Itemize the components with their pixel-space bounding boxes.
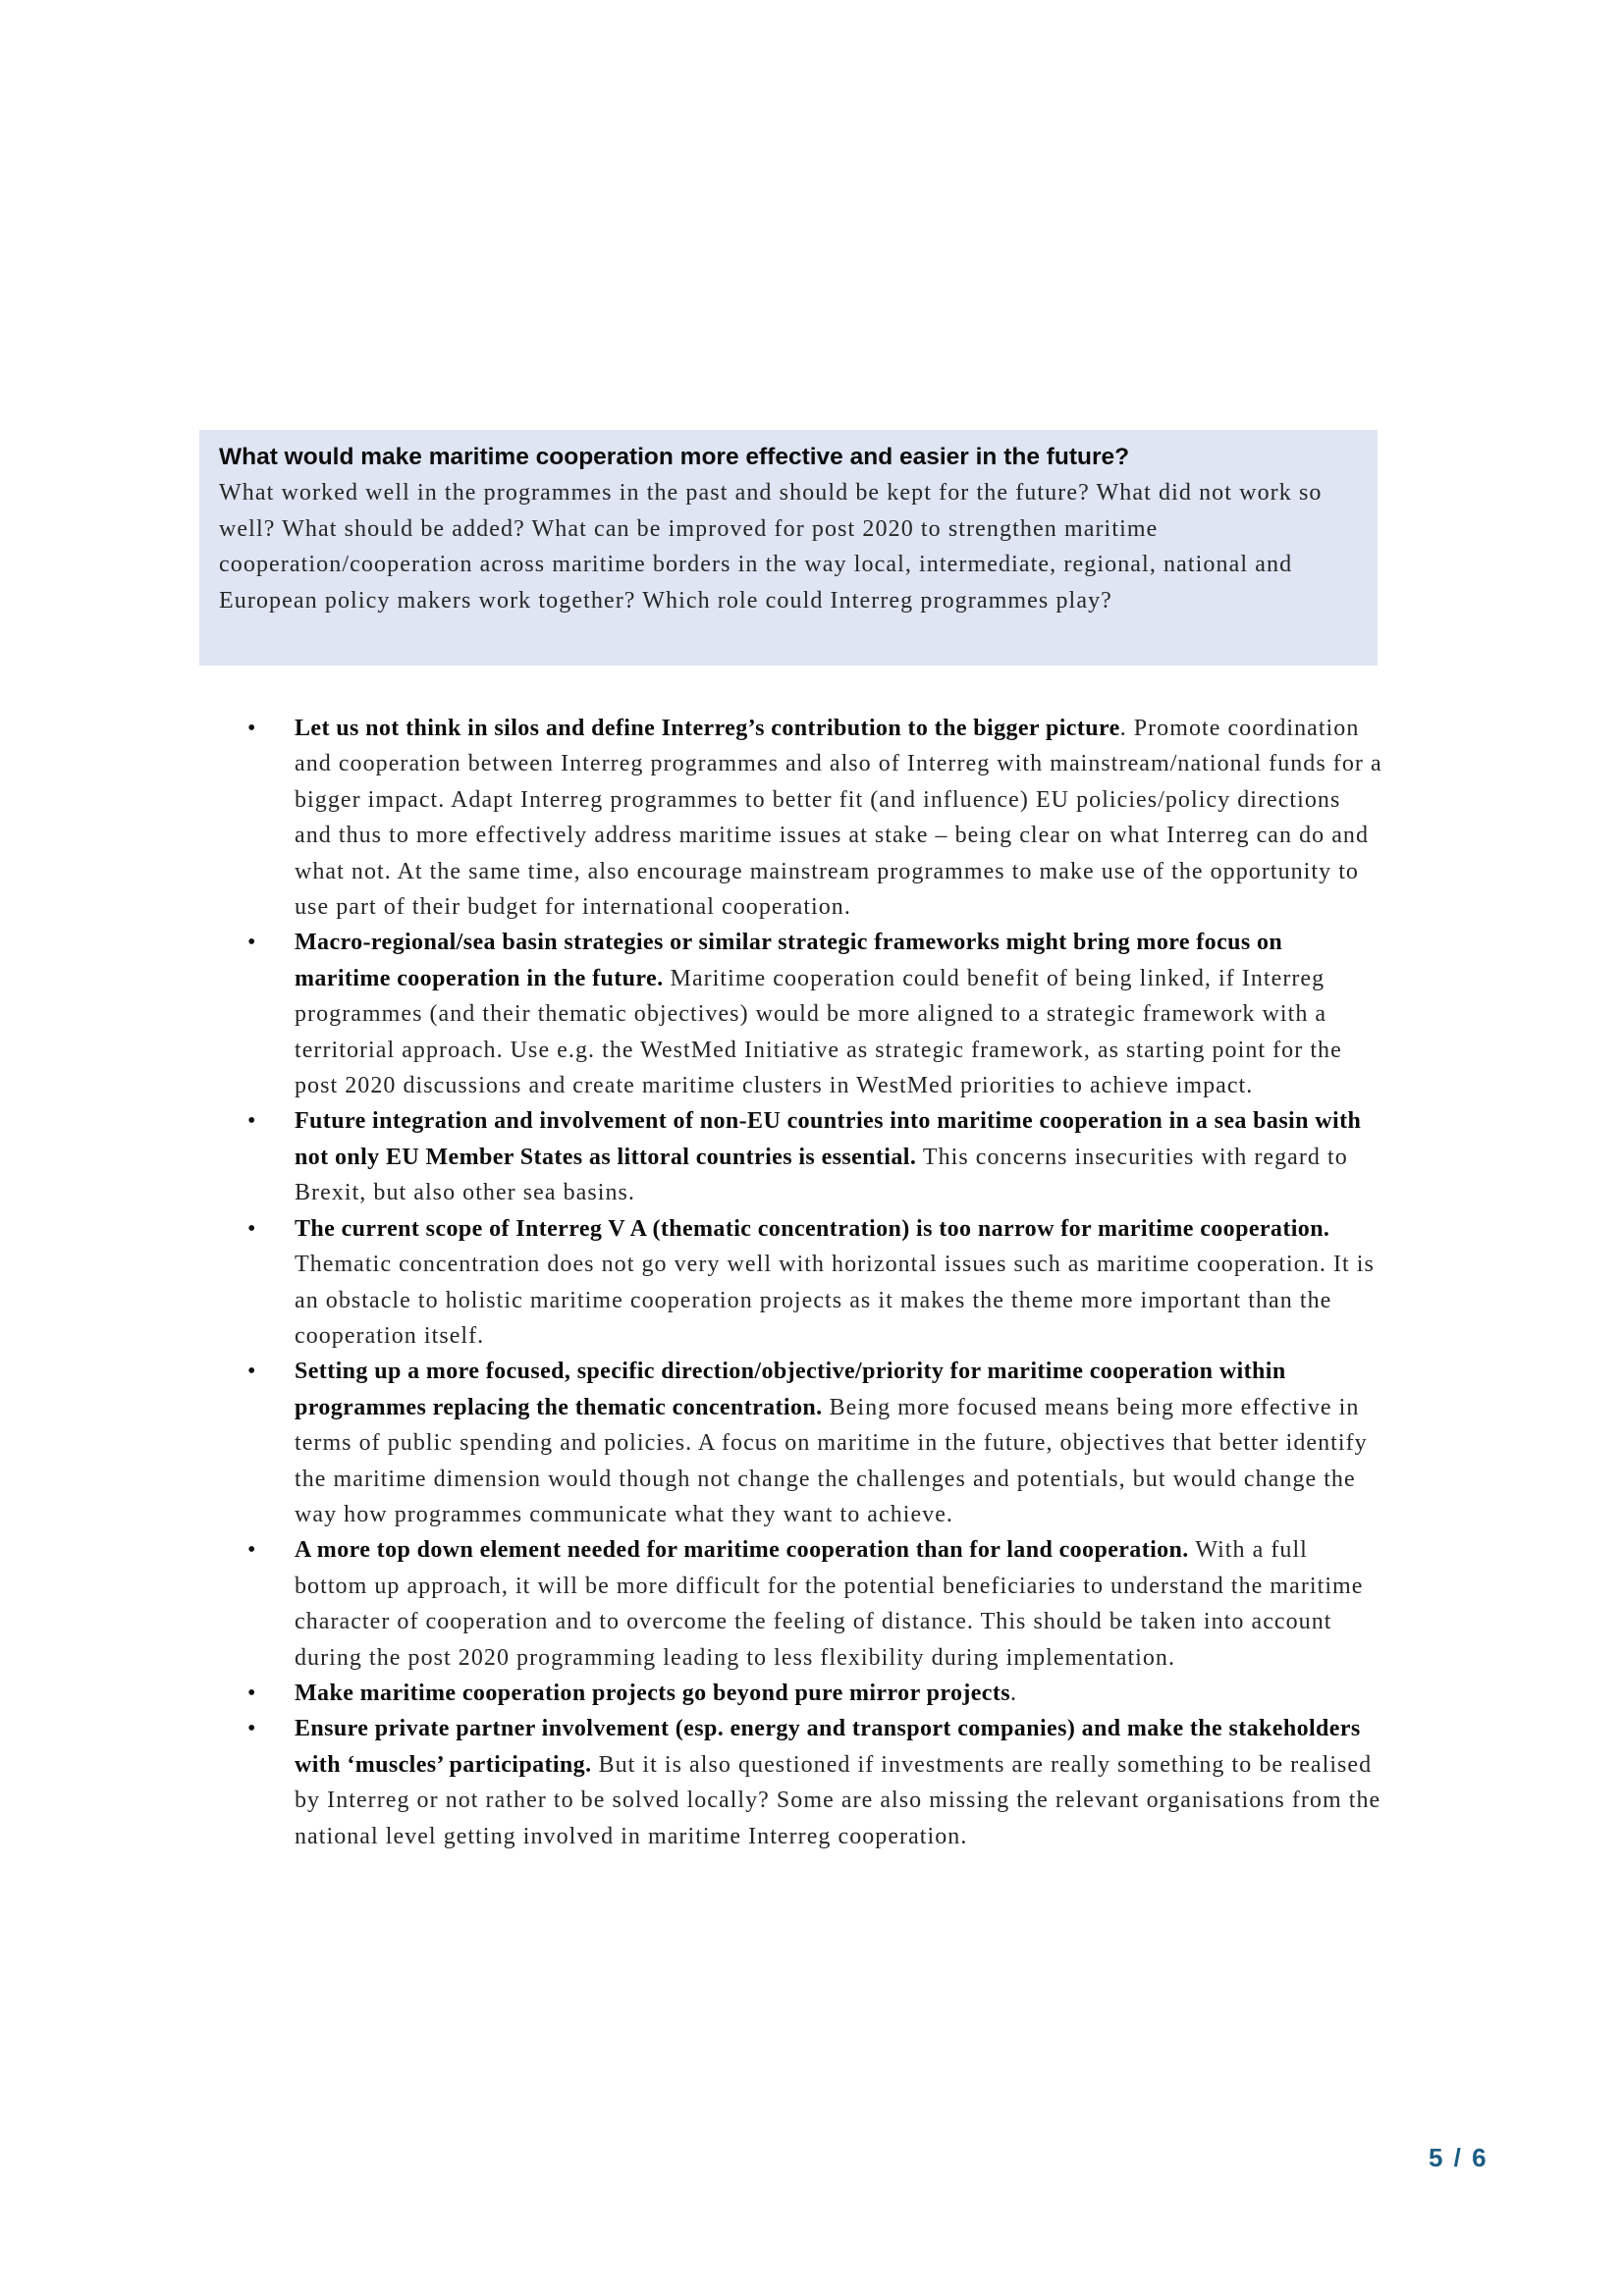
bullet-dot-icon: • (247, 930, 257, 956)
question-body: What worked well in the programmes in the past and should be kept for the future? What did not work so well? What should be added? What can be improved for post 2020 to strengthen maritime cooperation/cooperation across maritime borders in the way local, intermediate, regional, national and European policy makers work together? Which role could Interreg programmes play? (219, 480, 1323, 614)
list-item (245, 711, 1384, 925)
bullet-lead: Make maritime cooperation projects go beyond pure mirror projects (295, 1680, 1010, 1706)
bullet-lead: A more top down element needed for maritime cooperation than for land cooperation. (295, 1537, 1189, 1564)
bullet-text: . (1009, 1680, 1018, 1706)
bullet-lead: The current scope of Interreg V A (thematic concentration) is too narrow for maritime cooperation. (295, 1215, 1330, 1242)
page-number: 5 / 6 (1429, 2143, 1488, 2172)
bullet-lead: Ensure private partner involvement (esp. energy and transport companies) and make the stakeholders with ‘muscles’ participating. (295, 1716, 1361, 1778)
bullet-text: Thematic concentration does not go very well with horizontal issues such as maritime cooperation. It is an obstacle to holistic maritime cooperation projects as it makes the theme more important than the cooperation itself. (295, 1252, 1375, 1349)
list-item (245, 1711, 1384, 1854)
bullet-list (245, 711, 1384, 1854)
list-item (245, 1532, 1384, 1676)
bullet-dot-icon: • (247, 1108, 257, 1135)
bullet-text: With a full bottom up approach, it will be more difficult for the potential beneficiaries to understand the maritime character of cooperation and to overcome the feeling of distance. This should be taken into account during the post 2020 programming leading to less flexibility during implementation. (295, 1537, 1364, 1671)
bullet-lead: Setting up a more focused, specific direction/objective/priority for maritime cooperation within programmes replacing the thematic concentration. (295, 1359, 1286, 1420)
question-box (199, 430, 1378, 666)
list-item (245, 925, 1384, 1103)
bullet-lead: Let us not think in silos and define Interreg’s contribution to the bigger picture (295, 716, 1120, 741)
bullet-text: Maritime cooperation could benefit of being linked, if Interreg programmes (and their thematic objectives) would be more aligned to a strategic framework with a territorial approach. Use e.g. the WestMed Initiative as strategic framework, as starting point for the post 2020 discussions and create maritime clusters in WestMed priorities to achieve impact. (295, 965, 1342, 1099)
bullet-dot-icon: • (247, 716, 257, 741)
bullet-lead: Future integration and involvement of non-EU countries into maritime cooperation in a sea basin with not only EU Member States as littoral countries is essential. (295, 1108, 1362, 1170)
bullet-text: But it is also questioned if investments are really something to be realised by Interreg or not rather to be solved locally? Some are also missing the relevant organisations from the national level getting involved in maritime Interreg cooperation. (295, 1751, 1381, 1849)
list-item (245, 1676, 1384, 1711)
list-item (245, 1211, 1384, 1355)
bullet-text: Being more focused means being more effective in terms of public spending and policies. A focus on maritime in the future, objectives that better identify the maritime dimension would though not change the challenges and potentials, but would change the way how programmes communicate what they want to achieve. (295, 1394, 1368, 1527)
bullet-text: . Promote coordination and cooperation between Interreg programmes and also of Interreg with mainstream/national funds for a bigger impact. Adapt Interreg programmes to better fit (and influence) EU policies/policy directions and thus to more effectively address maritime issues at stake – being clear on what Interreg can do and what not. At the same time, also encourage mainstream programmes to make use of the opportunity to use part of their budget for international cooperation. (295, 716, 1382, 921)
bullet-dot-icon: • (247, 1716, 257, 1742)
question-title: What would make maritime cooperation more effective and easier in the future? (219, 444, 1130, 470)
bullet-dot-icon: • (247, 1680, 257, 1706)
list-item (245, 1354, 1384, 1532)
bullet-lead: Macro-regional/sea basin strategies or similar strategic frameworks might bring more focus on maritime cooperation in the future. (295, 930, 1283, 991)
bullet-text: This concerns insecurities with regard to Brexit, but also other sea basins. (295, 1144, 1348, 1206)
list-item (245, 1103, 1384, 1210)
bullet-dot-icon: • (247, 1537, 257, 1564)
bullet-dot-icon: • (247, 1359, 257, 1385)
bullet-dot-icon: • (247, 1215, 257, 1242)
